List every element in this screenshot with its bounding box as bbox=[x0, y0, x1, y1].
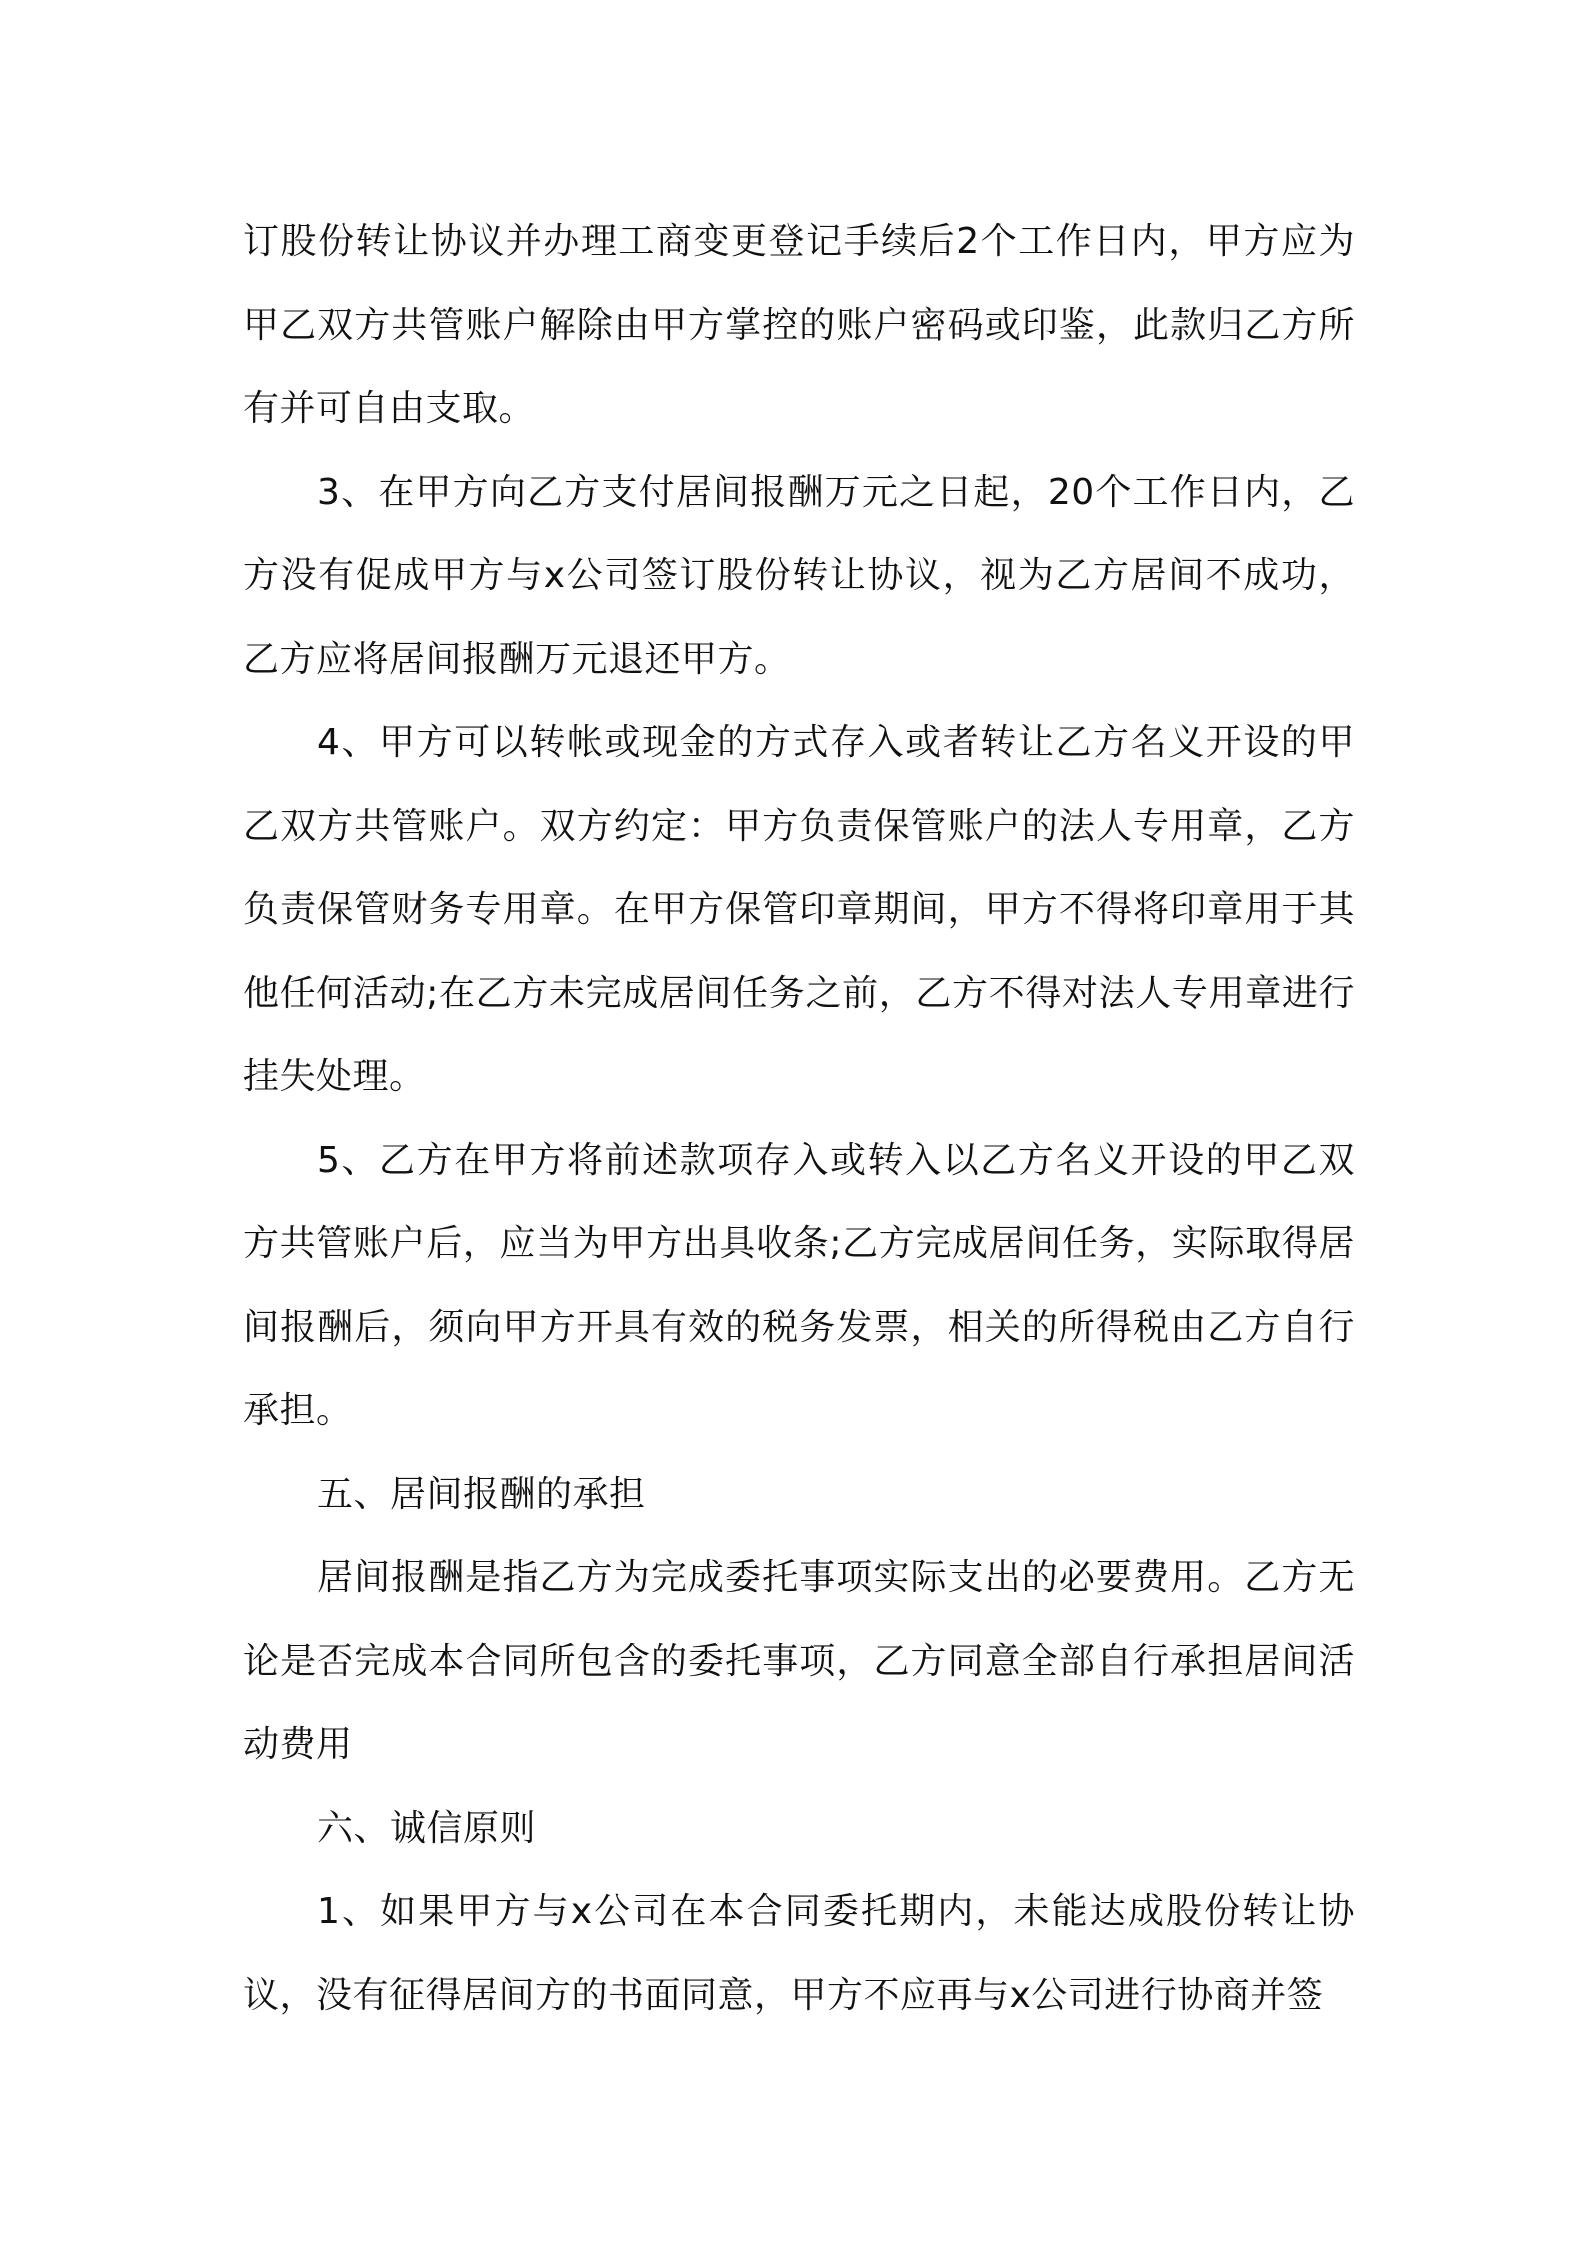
document-page bbox=[243, 200, 1355, 2037]
paragraph-clause-5: 5、乙方在甲方将前述款项存入或转入以乙方名义开设的甲乙双方共管账户后，应当为甲方出具收条;乙方完成居间任务，实际取得居间报酬后，须向甲方开具有效的税务发票，相关的所得税由乙方自行承担。 bbox=[243, 1139, 1355, 1431]
paragraph-share-transfer-continuation: 订股份转让协议并办理工商变更登记手续后2个工作日内，甲方应为甲乙双方共管账户解除由甲方掌控的账户密码或印鉴，此款归乙方所有并可自由支取。 bbox=[243, 221, 1355, 429]
paragraph-clause-4: 4、甲方可以转帐或现金的方式存入或者转让乙方名义开设的甲乙双方共管账户。双方约定：甲方负责保管账户的法人专用章，乙方负责保管财务专用章。在甲方保管印章期间，甲方不得将印章用于其他任何活动;在乙方未完成居间任务之前，乙方不得对法人专用章进行挂失处理。 bbox=[243, 722, 1355, 1097]
section-heading-6: 六、诚信原则 bbox=[317, 1807, 537, 1849]
paragraph-fee-definition: 居间报酬是指乙方为完成委托事项实际支出的必要费用。乙方无论是否完成本合同所包含的委托事项，乙方同意全部自行承担居间活动费用 bbox=[243, 1557, 1355, 1765]
paragraph-good-faith-clause-1: 1、如果甲方与x公司在本合同委托期内，未能达成股份转让协议，没有征得居间方的书面同意，甲方不应再与x公司进行协商并签 bbox=[243, 1891, 1355, 2016]
section-heading-5: 五、居间报酬的承担 bbox=[317, 1473, 646, 1515]
paragraph-clause-3: 3、在甲方向乙方支付居间报酬万元之日起，20个工作日内，乙方没有促成甲方与x公司签订股份转让协议，视为乙方居间不成功，乙方应将居间报酬万元退还甲方。 bbox=[243, 471, 1355, 680]
